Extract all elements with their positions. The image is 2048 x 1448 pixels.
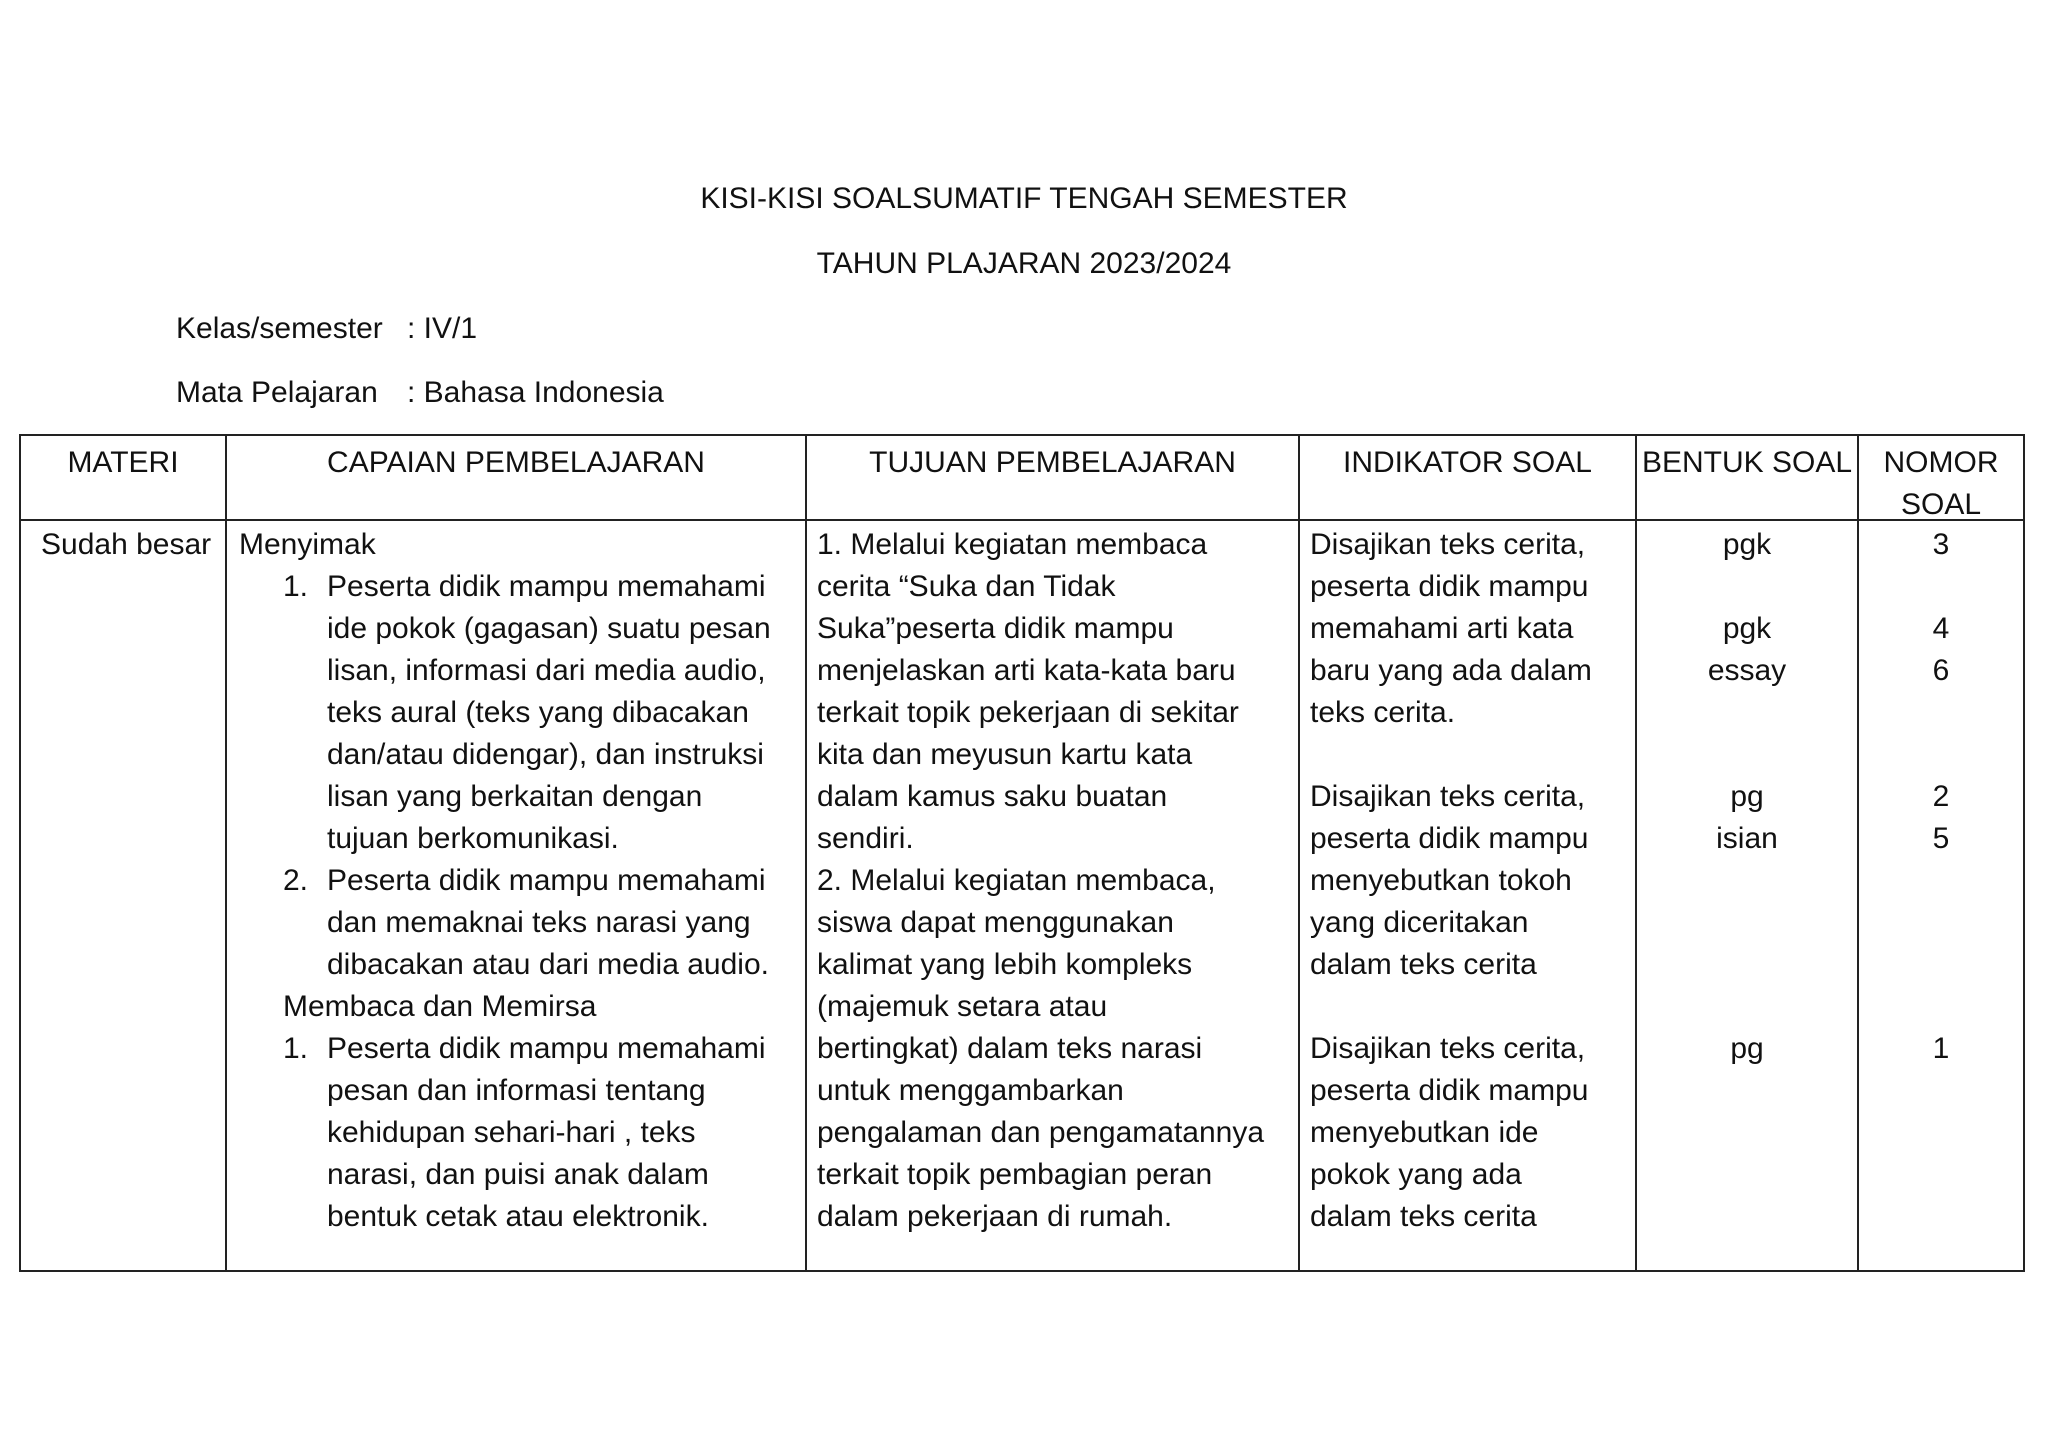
capaian-item-text: dibacakan atau dari media audio. xyxy=(327,948,769,981)
nomor-soal-value xyxy=(1859,860,2023,902)
bentuk-soal-value: isian xyxy=(1716,822,1778,855)
capaian-item-line xyxy=(239,944,771,986)
indikator-line: memahami arti kata xyxy=(1310,612,1574,645)
header-indikator: INDIKATOR SOAL xyxy=(1343,446,1592,479)
nomor-soal-value: 2 xyxy=(1932,780,1950,813)
capaian-item-line xyxy=(239,1070,771,1112)
capaian-item-text: Peserta didik mampu memahami xyxy=(327,1032,766,1065)
column-divider xyxy=(1298,436,1300,1270)
tujuan-line: cerita “Suka dan Tidak xyxy=(817,570,1116,603)
capaian-item-line xyxy=(239,818,771,860)
capaian-item-text: Peserta didik mampu memahami xyxy=(327,864,766,897)
indikator-line: Disajikan teks cerita, xyxy=(1310,528,1586,561)
tujuan-line: menjelaskan arti kata-kata baru xyxy=(817,654,1236,687)
nomor-soal-value xyxy=(1859,902,2023,944)
capaian-item-text: teks aural (teks yang dibacakan xyxy=(327,696,749,729)
capaian-item-text: dan memaknai teks narasi yang xyxy=(327,906,751,939)
tujuan-line: bertingkat) dalam teks narasi xyxy=(817,1032,1203,1065)
column-divider xyxy=(805,436,807,1270)
header-bentuk: BENTUK SOAL xyxy=(1641,446,1853,479)
mata-pelajaran-label: Mata Pelajaran xyxy=(176,376,378,409)
tujuan-line: dalam pekerjaan di rumah. xyxy=(817,1200,1173,1233)
indikator-line: yang diceritakan xyxy=(1310,906,1529,939)
header-materi: MATERI xyxy=(67,446,179,479)
nomor-soal-value xyxy=(1859,692,2023,734)
tujuan-line: Suka”peserta didik mampu xyxy=(817,612,1174,645)
bentuk-soal-value: pgk xyxy=(1722,528,1772,561)
tujuan-line: pengalaman dan pengamatannya xyxy=(817,1116,1265,1149)
capaian-item-text: pesan dan informasi tentang xyxy=(327,1074,706,1107)
capaian-item-line xyxy=(239,1112,771,1154)
nomor-soal-value xyxy=(1859,986,2023,1028)
header-divider xyxy=(21,519,2023,521)
capaian-item-text: Peserta didik mampu memahami xyxy=(327,570,766,603)
capaian-item-text: ide pokok (gagasan) suatu pesan xyxy=(327,612,771,645)
materi-cell: Sudah besar xyxy=(41,528,212,561)
capaian-item-line xyxy=(239,1154,771,1196)
capaian-item-text: lisan yang berkaitan dengan xyxy=(327,780,703,813)
indikator-line: pokok yang ada xyxy=(1310,1158,1522,1191)
capaian-item-text: dan/atau didengar), dan instruksi xyxy=(327,738,764,771)
nomor-soal-value xyxy=(1859,944,2023,986)
indikator-line: menyebutkan tokoh xyxy=(1310,864,1572,897)
tujuan-line: kita dan meyusun kartu kata xyxy=(817,738,1193,771)
bentuk-soal-value: essay xyxy=(1707,654,1787,687)
mata-pelajaran-line xyxy=(176,372,664,414)
nomor-cell xyxy=(1859,524,2023,1070)
mata-pelajaran-value: : Bahasa Indonesia xyxy=(407,376,664,409)
tujuan-line: 1. Melalui kegiatan membaca xyxy=(817,528,1208,561)
tujuan-line: kalimat yang lebih kompleks xyxy=(817,948,1193,981)
indikator-line xyxy=(1310,986,1592,1028)
tujuan-line: terkait topik pekerjaan di sekitar xyxy=(817,696,1239,729)
tujuan-line: 2. Melalui kegiatan membaca, xyxy=(817,864,1216,897)
header-tujuan: TUJUAN PEMBELAJARAN xyxy=(869,446,1236,479)
kelas-semester-value: : IV/1 xyxy=(407,312,478,345)
indikator-line: teks cerita. xyxy=(1310,696,1456,729)
tujuan-line: untuk menggambarkan xyxy=(817,1074,1124,1107)
indikator-line: dalam teks cerita xyxy=(1310,948,1537,981)
capaian-item-text: lisan, informasi dari media audio, xyxy=(327,654,766,687)
bentuk-soal-value xyxy=(1637,860,1857,902)
indikator-line: menyebutkan ide xyxy=(1310,1116,1539,1149)
nomor-soal-value xyxy=(1859,566,2023,608)
kelas-semester-label: Kelas/semester xyxy=(176,312,383,345)
section-title-menyimak: Menyimak xyxy=(239,528,376,561)
capaian-item-line xyxy=(239,860,771,902)
capaian-item-text: kehidupan sehari-hari , teks xyxy=(327,1116,696,1149)
bentuk-soal-value: pg xyxy=(1730,780,1764,813)
nomor-soal-value xyxy=(1859,734,2023,776)
indikator-line: peserta didik mampu xyxy=(1310,570,1589,603)
bentuk-soal-value xyxy=(1637,566,1857,608)
column-divider xyxy=(225,436,227,1270)
header-capaian: CAPAIAN PEMBELAJARAN xyxy=(327,446,705,479)
capaian-item-line xyxy=(239,902,771,944)
bentuk-soal-value xyxy=(1637,692,1857,734)
list-number: 1. xyxy=(283,1032,309,1065)
capaian-item-line xyxy=(239,1028,771,1070)
indikator-line: baru yang ada dalam xyxy=(1310,654,1592,687)
capaian-item-line xyxy=(239,608,771,650)
kelas-semester-line xyxy=(176,308,477,350)
capaian-item-line xyxy=(239,566,771,608)
nomor-soal-value: 3 xyxy=(1932,528,1950,561)
capaian-item-line xyxy=(239,650,771,692)
capaian-cell xyxy=(239,524,771,1238)
nomor-soal-value: 1 xyxy=(1932,1032,1950,1065)
nomor-soal-value: 5 xyxy=(1932,822,1950,855)
tujuan-line: terkait topik pembagian peran xyxy=(817,1158,1213,1191)
tujuan-cell xyxy=(817,524,1264,1238)
bentuk-soal-value: pg xyxy=(1730,1032,1764,1065)
bentuk-soal-value xyxy=(1637,944,1857,986)
bentuk-soal-value: pgk xyxy=(1722,612,1772,645)
capaian-item-text: tujuan berkomunikasi. xyxy=(327,822,619,855)
header-nomor xyxy=(1859,442,2023,526)
list-number: 2. xyxy=(283,864,309,897)
bentuk-soal-value xyxy=(1637,902,1857,944)
indikator-line xyxy=(1310,734,1592,776)
header-nomor-line1: NOMOR xyxy=(1883,446,1999,479)
indikator-line: dalam teks cerita xyxy=(1310,1200,1537,1233)
header-nomor-line2: SOAL xyxy=(1900,488,1982,521)
indikator-line: Disajikan teks cerita, xyxy=(1310,1032,1586,1065)
bentuk-soal-value xyxy=(1637,986,1857,1028)
indikator-cell xyxy=(1310,524,1592,1238)
nomor-soal-value: 6 xyxy=(1932,654,1950,687)
capaian-item-line xyxy=(239,692,771,734)
list-number: 1. xyxy=(283,570,309,603)
tujuan-line: dalam kamus saku buatan xyxy=(817,780,1168,813)
document-subtitle: TAHUN PLAJARAN 2023/2024 xyxy=(816,247,1232,280)
capaian-item-text: bentuk cetak atau elektronik. xyxy=(327,1200,709,1233)
bentuk-soal-value xyxy=(1637,734,1857,776)
nomor-soal-value: 4 xyxy=(1932,612,1950,645)
kisi-kisi-table xyxy=(19,434,2025,1272)
indikator-line: peserta didik mampu xyxy=(1310,822,1589,855)
capaian-item-line xyxy=(239,734,771,776)
capaian-item-text: narasi, dan puisi anak dalam xyxy=(327,1158,709,1191)
capaian-item-line xyxy=(239,1196,771,1238)
section-title-membaca: Membaca dan Memirsa xyxy=(283,990,597,1023)
tujuan-line: sendiri. xyxy=(817,822,914,855)
capaian-item-line xyxy=(239,776,771,818)
indikator-line: peserta didik mampu xyxy=(1310,1074,1589,1107)
bentuk-cell xyxy=(1637,524,1857,1070)
indikator-line: Disajikan teks cerita, xyxy=(1310,780,1586,813)
tujuan-line: siswa dapat menggunakan xyxy=(817,906,1174,939)
document-title: KISI-KISI SOALSUMATIF TENGAH SEMESTER xyxy=(700,182,1348,215)
tujuan-line: (majemuk setara atau xyxy=(817,990,1108,1023)
